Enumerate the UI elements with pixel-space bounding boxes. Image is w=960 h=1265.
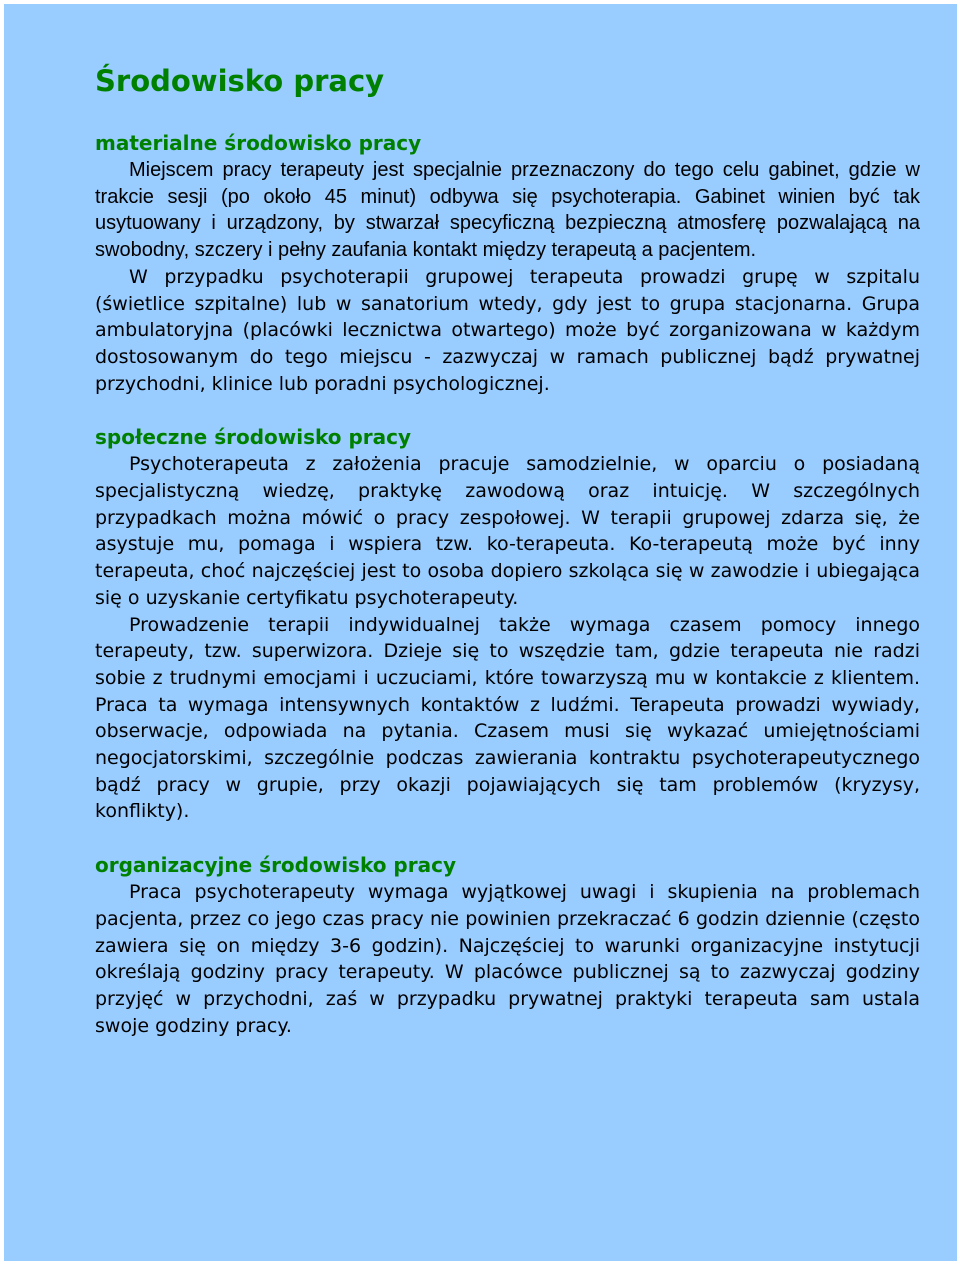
section-heading: organizacyjne środowisko pracy <box>95 853 456 878</box>
section-heading: społeczne środowisko pracy <box>95 425 412 450</box>
paragraph: Praca psychoterapeuty wymaga wyjątkowej uwagi i skupienia na problemach pacjenta, przez co jego czas pracy nie powinien przekraczać 6 godzin dziennie (często zawiera się on między 3-6 godzin). Najczęściej to warunki organizacyjne instytucji określają godziny pracy terapeuty. W placówce publicznej są to zazwyczaj godziny przyjęć w przychodni, zaś w przypadku prywatnej praktyki terapeuta sam ustala swoje godziny pracy. <box>95 881 920 1037</box>
section-social-environment <box>95 424 920 825</box>
paragraph: Psychoterapeuta z założenia pracuje samodzielnie, w oparciu o posiadaną specjalistyczną wiedzę, praktykę zawodową oraz intuicję. W szczególnych przypadkach można mówić o pracy zespołowej. W terapii grupowej zdarza się, że asystuje mu, pomaga i wspiera tzw. ko-terapeuta. Ko-terapeutą może być inny terapeuta, choć najczęściej jest to osoba dopiero szkoląca się w zawodzie i ubiegająca się o uzyskanie certyfikatu psychoterapeuty. <box>95 453 920 609</box>
page-title: Środowisko pracy <box>95 64 385 98</box>
paragraph: Prowadzenie terapii indywidualnej także wymaga czasem pomocy innego terapeuty, tzw. superwizora. Dzieje się to wszędzie tam, gdzie terapeuta nie radzi sobie z trudnymi emocjami i uczuciami, które towarzyszą mu w kontakcie z klientem. Praca ta wymaga intensywnych kontaktów z ludźmi. Terapeuta prowadzi wywiady, obserwacje, odpowiada na pytania. Czasem musi się wykazać umiejętnościami negocjatorskimi, szczególnie podczas zawierania kontraktu psychoterapeutycznego bądź pracy w grupie, przy okazji pojawiających się tam problemów (kryzysy, konflikty). <box>95 613 920 823</box>
paragraph: W przypadku psychoterapii grupowej terapeuta prowadzi grupę w szpitalu (świetlice szpitalne) lub w sanatorium wtedy, gdy jest to grupa stacjonarna. Grupa ambulatoryjna (placówki lecznictwa otwartego) może być zorganizowana w każdym dostosowanym do tego miejscu - zazwyczaj w ramach publicznej bądź prywatnej przychodni, klinice lub poradni psychologicznej. <box>95 265 920 395</box>
section-material-environment <box>95 130 920 397</box>
document-body <box>95 62 920 1039</box>
section-organizational-environment <box>95 852 920 1039</box>
paragraph: Miejscem pracy terapeuty jest specjalnie przeznaczony do tego celu gabinet, gdzie w trakcie sesji (po około 45 minut) odbywa się psychoterapia. Gabinet winien być tak usytuowany i urządzony, by stwarzał specyficzną bezpieczną atmosferę pozwalającą na swobodny, szczery i pełny zaufania kontakt między terapeutą a pacjentem. <box>95 159 920 262</box>
section-heading: materialne środowisko pracy <box>95 131 422 155</box>
